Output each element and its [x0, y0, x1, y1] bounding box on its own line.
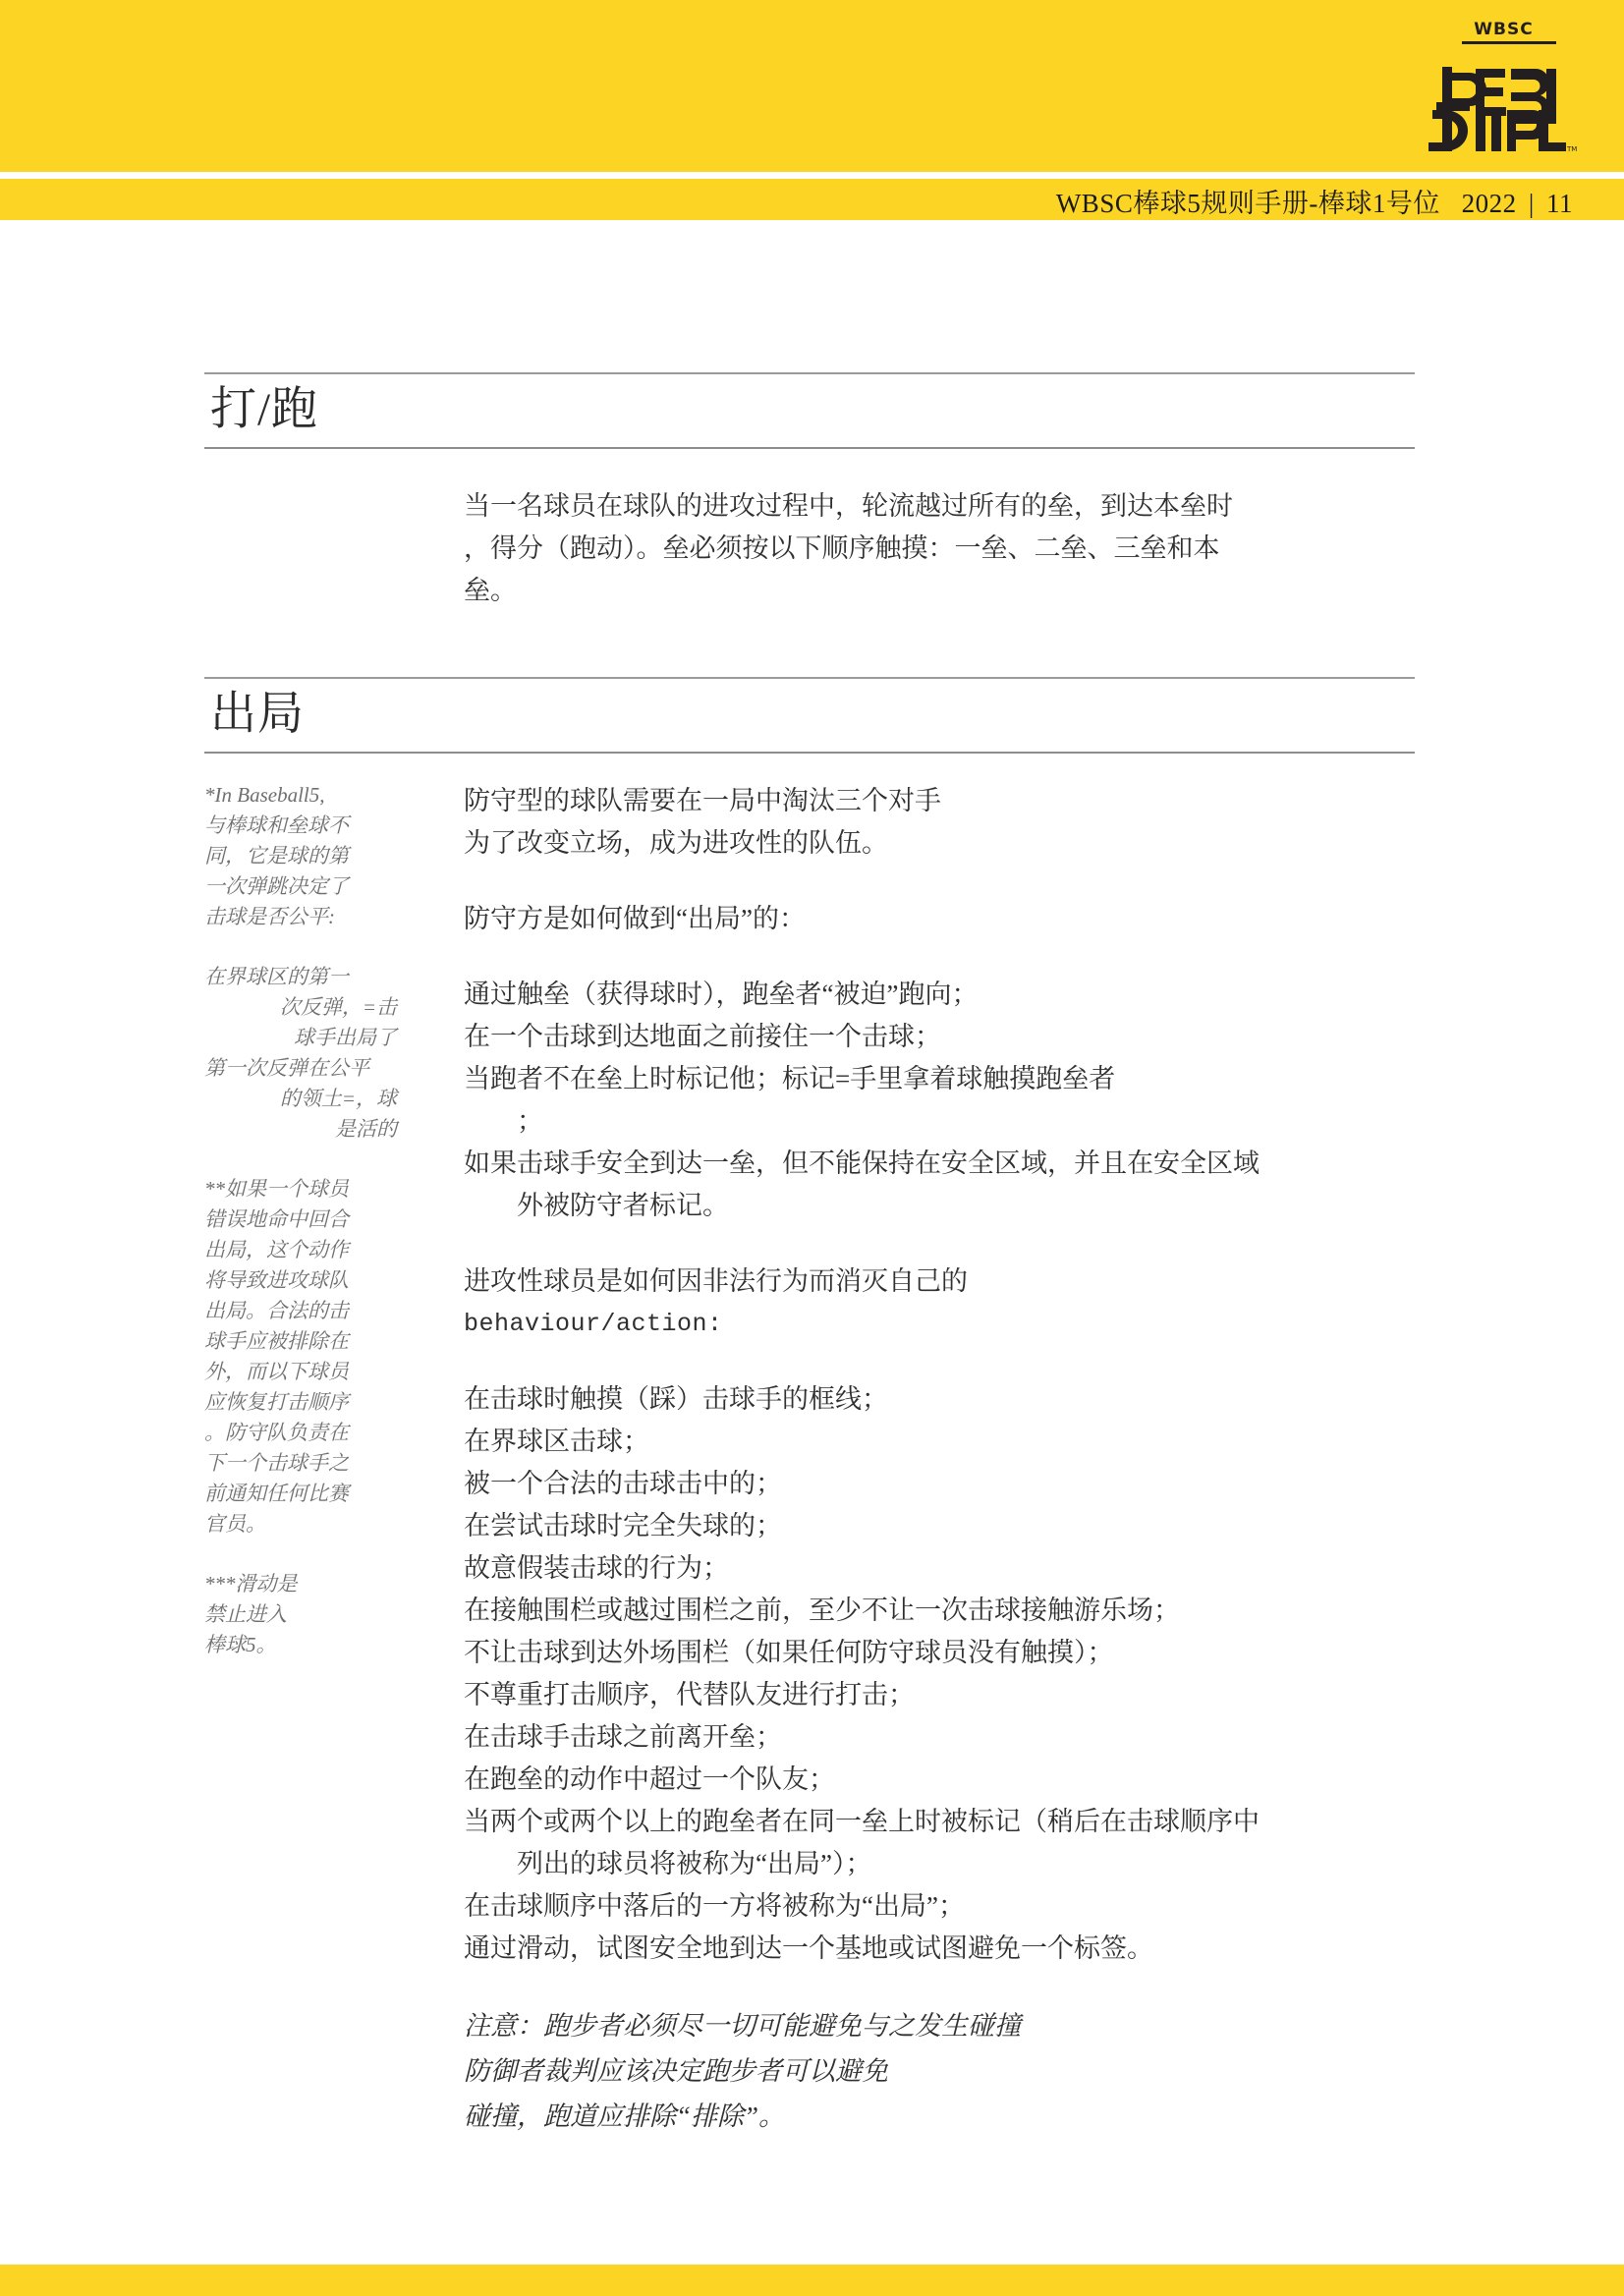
margin-note-line: 的领土=，球 — [279, 1087, 397, 1110]
margin-note-line: 一次弹跳决定了 — [204, 874, 349, 898]
page-info-title: WBSC棒球5规则手册-棒球1号位 — [1055, 189, 1440, 218]
margin-notes-column — [204, 780, 397, 1690]
section-title-bat-run: 打/跑 — [210, 384, 319, 435]
margin-note-asterisk-1b — [204, 962, 397, 1145]
list-item: 不尊重打击顺序，代替队友进行打击； — [464, 1680, 915, 1709]
section-heading-outs — [204, 677, 1415, 754]
margin-note-asterisk-1 — [204, 780, 397, 932]
section-heading-bat-run — [204, 372, 1415, 449]
margin-note-line: 将导致进攻球队 — [204, 1268, 349, 1292]
logo-wordmark-baseball5 — [1415, 45, 1577, 155]
margin-note-line: 外，而以下球员 — [204, 1360, 349, 1383]
list-item: 在接触围栏或越过围栏之前，至少不让一次击球接触游乐场； — [464, 1596, 1180, 1625]
body-line: 防守型的球队需要在一局中淘汰三个对手 — [464, 786, 941, 815]
note-runner-collision — [464, 2003, 1407, 2139]
margin-note-line: 出局。合法的击 — [204, 1299, 349, 1322]
margin-note-line: 在界球区的第一 — [204, 965, 349, 988]
list-item-continuation: 列出的球员将被称为“出局”）； — [517, 1849, 872, 1878]
page-info-separator: | — [1528, 189, 1535, 218]
margin-note-line: 禁止进入 — [204, 1602, 287, 1626]
list-item: 如果击球手安全到达一垒，但不能保持在安全区域，并且在安全区域 — [464, 1148, 1260, 1178]
heading-rule-bottom — [204, 447, 1415, 449]
margin-note-line: 次反弹，=击 — [279, 995, 397, 1019]
paragraph-offense-intro — [464, 1260, 1407, 1303]
mono-line-behaviour-action: behaviour/action: — [464, 1310, 723, 1338]
margin-note-line: *In Baseball5, — [204, 783, 325, 807]
list-item: 当两个或两个以上的跑垒者在同一垒上时被标记（稍后在击球顺序中 — [464, 1807, 1260, 1836]
page-info-year: 2022 — [1461, 189, 1517, 218]
paragraph-behaviour-action — [464, 1303, 1407, 1345]
margin-note-line: 前通知任何比赛 — [204, 1482, 349, 1505]
margin-note-line: 球手应被排除在 — [204, 1329, 349, 1353]
list-item-continuation: ； — [517, 1106, 543, 1136]
page-content — [0, 220, 1624, 2265]
list-item: 在一个击球到达地面之前接住一个击球； — [464, 1022, 941, 1051]
list-item: 在尝试击球时完全失球的； — [464, 1511, 782, 1540]
list-item: 在界球区击球； — [464, 1427, 649, 1456]
footer-yellow-band — [0, 2265, 1624, 2296]
margin-note-asterisk-2 — [204, 1174, 397, 1540]
margin-note-line: 同，它是球的第 — [204, 844, 349, 868]
page-number: 11 — [1546, 189, 1573, 218]
list-item: 在跑垒的动作中超过一个队友； — [464, 1764, 835, 1794]
page-info-line — [1056, 182, 1573, 220]
header-white-gap — [0, 172, 1624, 179]
note-line: 注意：跑步者必须尽一切可能避免与之发生碰撞 — [464, 2011, 1021, 2041]
body-line: 防守方是如何做到“出局”的： — [464, 904, 806, 933]
list-item: 通过滑动，试图安全地到达一个基地或试图避免一个标签。 — [464, 1933, 1153, 1963]
body-line: 为了改变立场，成为进攻性的队伍。 — [464, 828, 888, 858]
list-item: 在击球顺序中落后的一方将被称为“出局”； — [464, 1891, 965, 1921]
list-item: 故意假装击球的行为； — [464, 1553, 729, 1583]
list-item: 在击球时触摸（踩）击球手的框线； — [464, 1384, 888, 1414]
margin-note-line: 应恢复打击顺序 — [204, 1390, 349, 1414]
list-item: 不让击球到达外场围栏（如果任何防守球员没有触摸）； — [464, 1638, 1114, 1667]
body-line: 垒。 — [464, 576, 517, 605]
list-offense-out-methods — [464, 1378, 1407, 1970]
body-line: 当一名球员在球队的进攻过程中，轮流越过所有的垒，到达本垒时 — [464, 491, 1233, 521]
section-title-outs: 出局 — [210, 689, 305, 740]
list-item-continuation: 外被防守者标记。 — [517, 1191, 729, 1220]
margin-note-line: 球手出局了 — [294, 1026, 397, 1049]
margin-note-line: 下一个击球手之 — [204, 1451, 349, 1475]
wbsc-baseball5-logo — [1415, 18, 1577, 155]
page-info-yellow-strip — [0, 179, 1624, 220]
margin-note-line: 官员。 — [204, 1512, 266, 1536]
logo-wbsc-text: WBSC — [1474, 20, 1534, 39]
margin-note-line: 与棒球和垒球不 — [204, 813, 349, 837]
paragraph-how-defense-outs — [464, 898, 1407, 940]
margin-note-line: 。防守队负责在 — [204, 1421, 349, 1444]
logo-divider-rule — [1462, 41, 1556, 44]
svg-text:TM: TM — [1567, 145, 1577, 153]
list-item: 被一个合法的击球击中的； — [464, 1469, 782, 1498]
margin-note-line: 出局，这个动作 — [204, 1238, 349, 1261]
body-line: 进攻性球员是如何因非法行为而消灭自己的 — [464, 1266, 968, 1296]
note-line: 碰撞，跑道应排除“排除”。 — [464, 2101, 786, 2131]
heading-rule-bottom — [204, 752, 1415, 754]
list-item: 通过触垒（获得球时），跑垒者“被迫”跑向； — [464, 980, 979, 1009]
margin-note-line: 是活的 — [335, 1117, 397, 1141]
list-item: 当跑者不在垒上时标记他；标记=手里拿着球触摸跑垒者 — [464, 1064, 1116, 1093]
header-yellow-band — [0, 0, 1624, 172]
margin-note-line: **如果一个球员 — [204, 1177, 349, 1201]
paragraph-defense-intro — [464, 780, 1407, 865]
section-body-bat-run — [464, 485, 1407, 612]
section-body-outs — [464, 780, 1407, 2139]
margin-note-line: 错误地命中回合 — [204, 1207, 349, 1231]
list-defense-out-methods — [464, 974, 1407, 1227]
list-item: 在击球手击球之前离开垒； — [464, 1722, 782, 1752]
margin-note-line: 第一次反弹在公平 — [204, 1056, 369, 1080]
margin-note-line: 击球是否公平: — [204, 905, 335, 928]
note-line: 防御者裁判应该决定跑步者可以避免 — [464, 2056, 888, 2086]
margin-note-line: ***滑动是 — [204, 1572, 298, 1596]
margin-note-line: 棒球5。 — [204, 1633, 277, 1656]
margin-note-asterisk-3 — [204, 1569, 397, 1660]
body-line: ，得分（跑动）。垒必须按以下顺序触摸：一垒、二垒、三垒和本 — [464, 533, 1220, 563]
